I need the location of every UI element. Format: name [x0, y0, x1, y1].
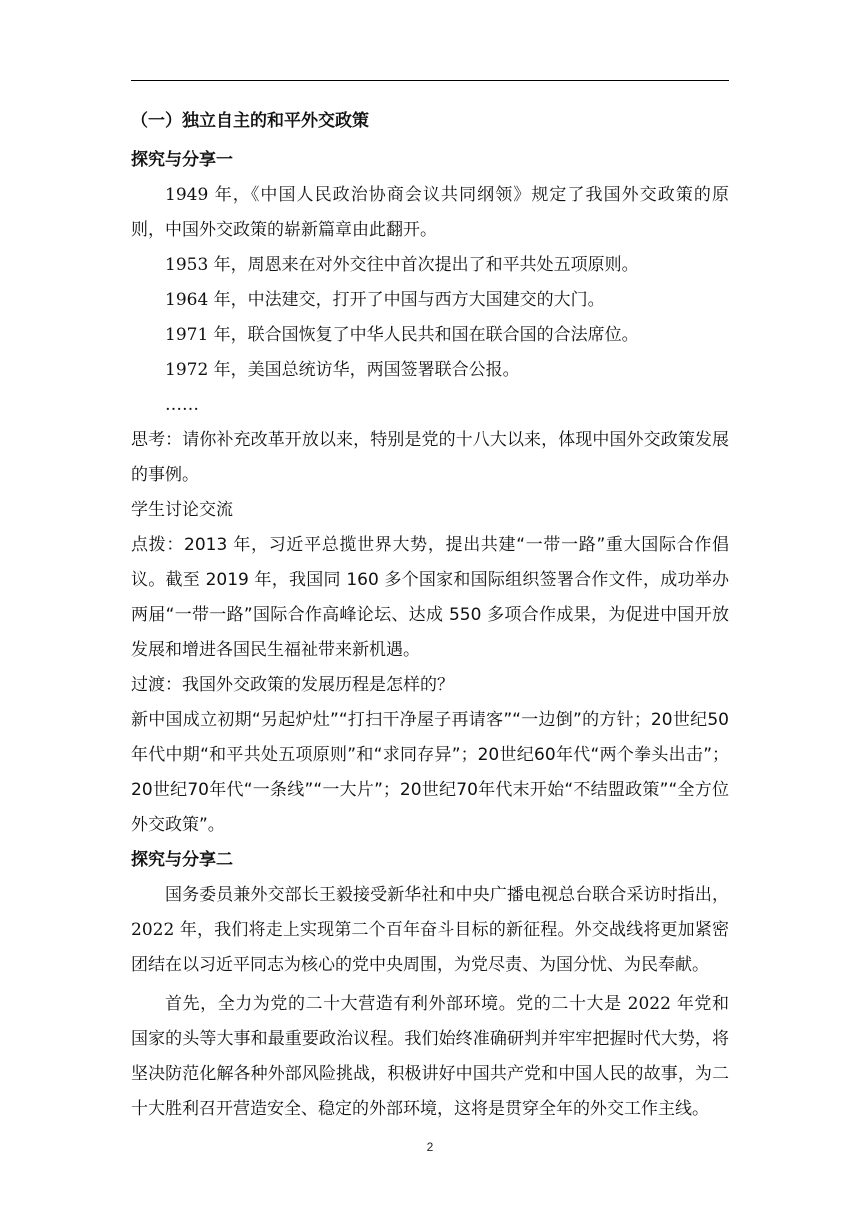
discussion-label: 学生讨论交流: [131, 500, 233, 520]
transition-question: 过渡：我国外交政策的发展历程是怎样的？: [131, 675, 454, 695]
timeline-item-1949: 1949 年，《中国人民政治协商会议共同纲领》规定了我国外交政策的原则，中国外交政策的崭新篇章由此翻开。: [131, 185, 729, 240]
think-question: 思考：请你补充改革开放以来，特别是党的十八大以来，体现中国外交政策发展的事例。: [131, 430, 729, 485]
history-paragraph: 新中国成立初期“另起炉灶”“打扫干净屋子再请客”“一边倒”的方针；20世纪50年代中期“和平共处五项原则”和“求同存异”；20世纪60年代“两个拳头出击”；20世纪70年代“一条线”“一大片”；20世纪70年代末开始“不结盟政策”“全方位外交政策”。: [131, 710, 729, 835]
document-body: [131, 104, 729, 1127]
timeline-item-1972: 1972 年，美国总统访华，两国签署联合公报。: [165, 360, 520, 380]
header-rule: [131, 80, 729, 81]
priority-paragraph: 首先，全力为党的二十大营造有利外部环境。党的二十大是 2022 年党和国家的头等大事和最重要政治议程。我们始终准确研判并牢牢把握时代大势，将坚决防范化解各种外部风险挑战，积极讲好中国共产党和中国人民的故事，为二十大胜利召开营造安全、稳定的外部环境，这将是贯穿全年的外交工作主线。: [131, 994, 729, 1119]
hint-paragraph: 点拨：2013 年，习近平总揽世界大势，提出共建“一带一路”重大国际合作倡议。截至 2019 年，我国同 160 多个国家和国际组织签署合作文件，成功举办两届“一带一路”国际合作高峰论坛、达成 550 多项合作成果，为促进中国开放发展和增进各国民生福祉带来新机遇。: [131, 535, 729, 660]
interview-paragraph: 国务委员兼外交部长王毅接受新华社和中央广播电视总台联合采访时指出，2022 年，我们将走上实现第二个百年奋斗目标的新征程。外交战线将更加紧密团结在以习近平同志为核心的党中央周围，为党尽责、为国分忧、为民奉献。: [131, 885, 729, 975]
timeline-item-1953: 1953 年，周恩来在对外交往中首次提出了和平共处五项原则。: [165, 255, 639, 275]
explore-heading-2: 探究与分享二: [131, 850, 233, 870]
section-title: （一）独立自主的和平外交政策: [131, 111, 369, 131]
timeline-item-1964: 1964 年，中法建交，打开了中国与西方大国建交的大门。: [165, 290, 605, 310]
timeline-ellipsis: ……: [165, 395, 199, 415]
page-number: 2: [426, 1140, 434, 1154]
explore-heading-1: 探究与分享一: [131, 150, 233, 170]
timeline-item-1971: 1971 年，联合国恢复了中华人民共和国在联合国的合法席位。: [165, 325, 639, 345]
